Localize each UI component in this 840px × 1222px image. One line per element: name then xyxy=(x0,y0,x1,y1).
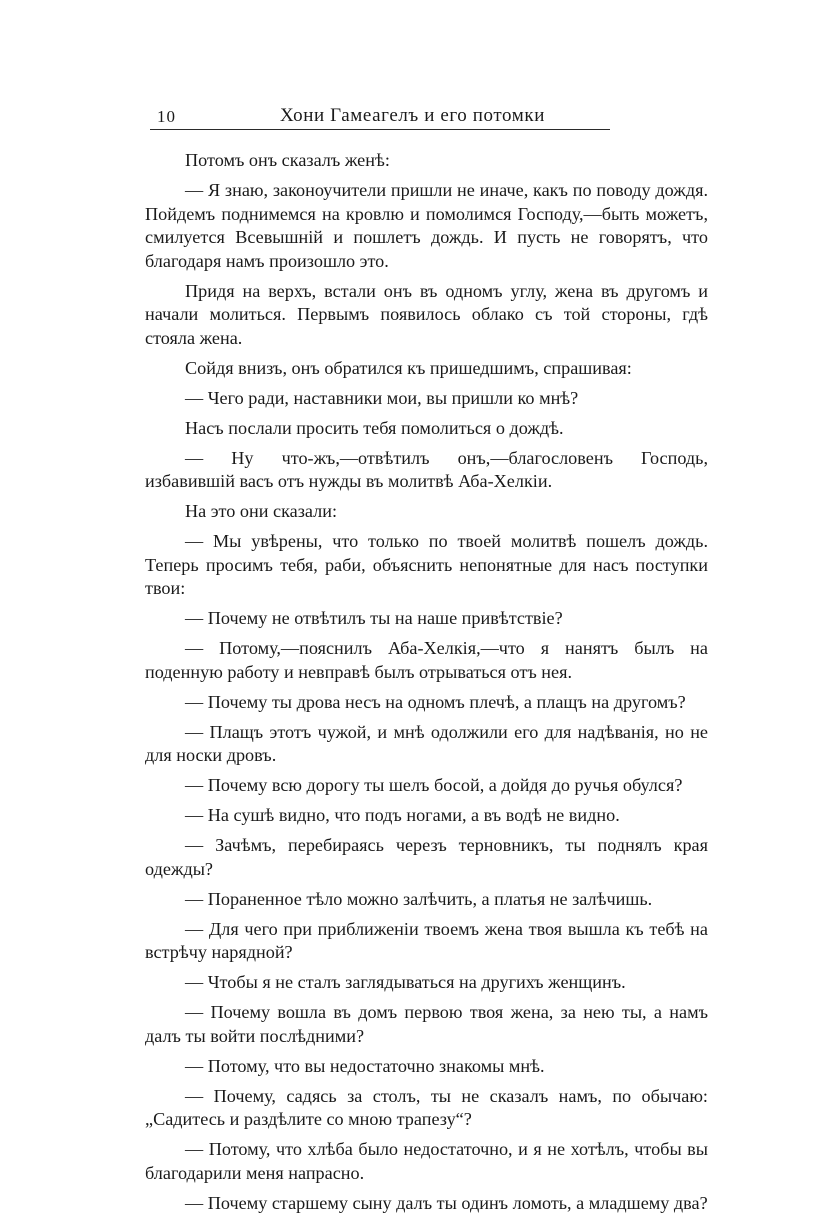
paragraph: — Потому,—пояснилъ Аба-Хелкія,—что я нанятъ былъ на поденную работу и невправѣ былъ отрываться отъ нея. xyxy=(145,638,708,682)
running-title: Хони Гамеагелъ и его потомки xyxy=(280,105,545,126)
paragraph: Насъ послали просить тебя помолиться о дождѣ. xyxy=(185,417,564,438)
paragraph: Сойдя внизъ, онъ обратился къ пришедшимъ, спрашивая: xyxy=(185,357,632,378)
page-header xyxy=(150,103,610,130)
paragraph: На это они сказали: xyxy=(185,501,338,521)
paragraph: — Потому, что вы недостаточно знакомы мнѣ. xyxy=(185,1055,545,1076)
paragraph: Придя на верхъ, встали онъ въ одномъ углу, жена въ другомъ и начали молиться. Первымъ появилось облако съ той стороны, гдѣ стояла жена. xyxy=(145,280,708,348)
paragraph: Потомъ онъ сказалъ женѣ: xyxy=(185,150,390,170)
paragraph: — Потому, что хлѣба было недостаточно, и я не хотѣлъ, чтобы вы благодарили меня напрасно. xyxy=(145,1139,708,1183)
paragraph: — Почему старшему сыну далъ ты одинъ ломоть, а младшему два? xyxy=(185,1192,708,1213)
page-number: 10 xyxy=(157,107,176,126)
paragraph: — Почему вошла въ домъ первою твоя жена, за нею ты, а намъ далъ ты войти послѣдними? xyxy=(145,1002,708,1046)
paragraph: — Почему ты дрова несъ на одномъ плечѣ, а плащъ на другомъ? xyxy=(185,691,686,712)
paragraph: — Чтобы я не сталъ заглядываться на другихъ женщинъ. xyxy=(185,972,626,992)
paragraph: — Пораненное тѣло можно залѣчить, а платья не залѣчишь. xyxy=(185,888,653,909)
paragraph: — Я знаю, законоучители пришли не иначе, какъ по поводу дождя. Пойдемъ поднимемся на кровлю и помолимся Господу,—быть можетъ, смилуется Всевышній и пошлетъ дождь. И пусть не говорятъ, что благодаря намъ произошло это. xyxy=(145,180,708,271)
paragraph: — На сушѣ видно, что подъ ногами, а въ водѣ не видно. xyxy=(185,805,620,825)
paragraph: — Мы увѣрены, что только по твоей молитвѣ пошелъ дождь. Теперь просимъ тебя, раби, объяснить непонятные для насъ поступки твои: xyxy=(145,531,708,598)
paragraph: — Почему не отвѣтилъ ты на наше привѣтствіе? xyxy=(185,608,563,628)
paragraph: — Для чего при приближеніи твоемъ жена твоя вышла къ тебѣ на встрѣчу нарядной? xyxy=(145,918,708,962)
paragraph: — Зачѣмъ, перебираясь черезъ терновникъ, ты поднялъ края одежды? xyxy=(145,835,708,879)
paragraph: — Чего ради, наставники мои, вы пришли ко мнѣ? xyxy=(185,387,579,408)
paragraph: — Почему, садясь за столъ, ты не сказалъ намъ, по обычаю: „Садитесь и раздѣлите со мною трапезу“? xyxy=(145,1085,708,1129)
paragraph: — Почему всю дорогу ты шелъ босой, а дойдя до ручья обулся? xyxy=(185,775,683,795)
body-text xyxy=(145,149,708,1222)
paragraph: — Плащъ этотъ чужой, и мнѣ одолжили его для надѣванія, но не для носки дровъ. xyxy=(145,721,708,765)
paragraph: — Ну что-жъ,—отвѣтилъ онъ,—благословенъ Господь, избавившій васъ отъ нужды въ молитвѣ Аба-Хелкіи. xyxy=(145,447,708,491)
